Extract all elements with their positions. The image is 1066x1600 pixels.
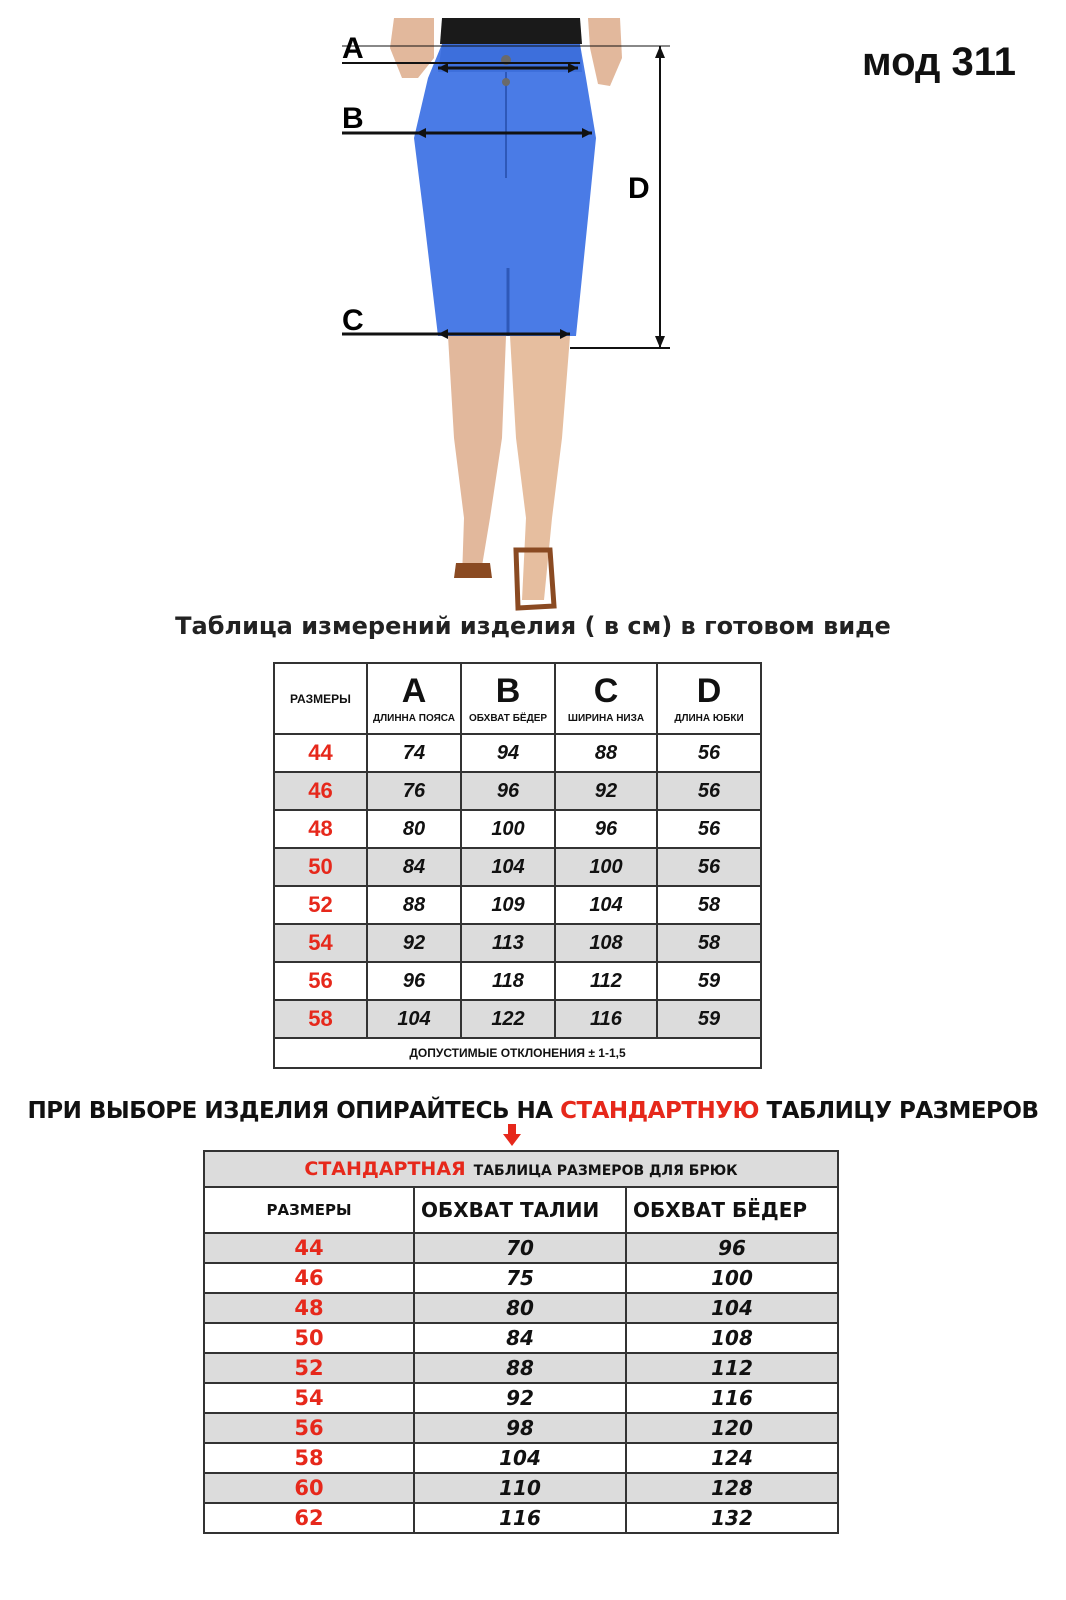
standard-table-title: СТАНДАРТНАЯ ТАБЛИЦА РАЗМЕРОВ ДЛЯ БРЮК (204, 1151, 838, 1187)
hips-cell: 96 (626, 1233, 838, 1263)
size-cell: 52 (204, 1353, 414, 1383)
label-a: A (342, 32, 364, 65)
size-header: РАЗМЕРЫ (204, 1187, 414, 1233)
hips-cell: 116 (626, 1383, 838, 1413)
value-cell: 122 (461, 1000, 555, 1038)
waist-cell: 98 (414, 1413, 626, 1443)
hips-header: ОБХВАТ БЁДЕР (626, 1187, 838, 1233)
waist-cell: 104 (414, 1443, 626, 1473)
waist-header: ОБХВАТ ТАЛИИ (414, 1187, 626, 1233)
value-cell: 56 (657, 772, 761, 810)
value-cell: 56 (657, 810, 761, 848)
value-cell: 94 (461, 734, 555, 772)
hips-cell: 132 (626, 1503, 838, 1533)
size-cell: 58 (204, 1443, 414, 1473)
hips-cell: 112 (626, 1353, 838, 1383)
size-cell: 54 (274, 924, 367, 962)
waist-cell: 70 (414, 1233, 626, 1263)
table-row (204, 1473, 838, 1503)
size-header: РАЗМЕРЫ (274, 663, 367, 734)
size-cell: 60 (204, 1473, 414, 1503)
value-cell: 74 (367, 734, 461, 772)
size-cell: 56 (204, 1413, 414, 1443)
value-cell: 113 (461, 924, 555, 962)
value-cell: 88 (367, 886, 461, 924)
size-cell: 62 (204, 1503, 414, 1533)
hips-cell: 108 (626, 1323, 838, 1353)
right-leg (510, 336, 570, 600)
waist-cell: 116 (414, 1503, 626, 1533)
table-row (274, 962, 761, 1000)
value-cell: 96 (461, 772, 555, 810)
left-sandal (454, 563, 492, 578)
size-cell: 46 (274, 772, 367, 810)
size-cell: 50 (204, 1323, 414, 1353)
waist-cell: 88 (414, 1353, 626, 1383)
table-row (274, 810, 761, 848)
table-row (204, 1293, 838, 1323)
value-cell: 80 (367, 810, 461, 848)
size-cell: 50 (274, 848, 367, 886)
hips-cell: 120 (626, 1413, 838, 1443)
model-label: мод 311 (862, 40, 1017, 84)
value-cell: 104 (461, 848, 555, 886)
right-arm (588, 18, 622, 86)
size-cell: 58 (274, 1000, 367, 1038)
tolerance-note: ДОПУСТИМЫЕ ОТКЛОНЕНИЯ ± 1-1,5 (274, 1038, 761, 1068)
table-row (204, 1233, 838, 1263)
standard-header-row (204, 1187, 838, 1233)
table-row (204, 1413, 838, 1443)
waist-cell: 75 (414, 1263, 626, 1293)
value-cell: 58 (657, 886, 761, 924)
size-cell: 44 (274, 734, 367, 772)
value-cell: 59 (657, 1000, 761, 1038)
hips-cell: 100 (626, 1263, 838, 1293)
left-arm (390, 18, 434, 78)
column-header-d: D ДЛИНА ЮБКИ (657, 663, 761, 734)
table-row (204, 1383, 838, 1413)
value-cell: 92 (555, 772, 657, 810)
size-cell: 46 (204, 1263, 414, 1293)
left-leg (448, 336, 506, 578)
value-cell: 92 (367, 924, 461, 962)
label-d: D (628, 172, 650, 205)
arrow-down-icon (503, 1124, 521, 1146)
waist-cell: 80 (414, 1293, 626, 1323)
table-row (204, 1443, 838, 1473)
size-cell: 54 (204, 1383, 414, 1413)
table-row (204, 1503, 838, 1533)
value-cell: 100 (461, 810, 555, 848)
value-cell: 116 (555, 1000, 657, 1038)
value-cell: 108 (555, 924, 657, 962)
skirt-measurement-diagram (330, 18, 700, 618)
table-row (204, 1263, 838, 1293)
value-cell: 109 (461, 886, 555, 924)
heading-highlight: СТАНДАРТНУЮ (560, 1098, 759, 1124)
measure-table-title: Таблица измерений изделия ( в см) в готовом виде (175, 612, 891, 640)
label-c: C (342, 304, 364, 337)
table-row (274, 772, 761, 810)
hips-cell: 104 (626, 1293, 838, 1323)
value-cell: 56 (657, 848, 761, 886)
standard-table-title-row (204, 1151, 838, 1187)
value-cell: 59 (657, 962, 761, 1000)
waist-cell: 110 (414, 1473, 626, 1503)
value-cell: 100 (555, 848, 657, 886)
table-row (204, 1323, 838, 1353)
value-cell: 112 (555, 962, 657, 1000)
size-cell: 44 (204, 1233, 414, 1263)
value-cell: 76 (367, 772, 461, 810)
column-header-b: B ОБХВАТ БЁДЕР (461, 663, 555, 734)
waist-cell: 92 (414, 1383, 626, 1413)
value-cell: 104 (367, 1000, 461, 1038)
measurement-table (273, 662, 762, 1069)
value-cell: 84 (367, 848, 461, 886)
standard-size-table (203, 1150, 839, 1534)
hips-cell: 128 (626, 1473, 838, 1503)
table-row (274, 1000, 761, 1038)
value-cell: 96 (367, 962, 461, 1000)
waist-cell: 84 (414, 1323, 626, 1353)
hips-cell: 124 (626, 1443, 838, 1473)
value-cell: 118 (461, 962, 555, 1000)
size-cell: 56 (274, 962, 367, 1000)
tolerance-note-row (274, 1038, 761, 1068)
label-b: B (342, 102, 364, 135)
table-row (274, 924, 761, 962)
column-header-a: A ДЛИННА ПОЯСА (367, 663, 461, 734)
measure-header-row (274, 663, 761, 734)
value-cell: 58 (657, 924, 761, 962)
value-cell: 96 (555, 810, 657, 848)
value-cell: 56 (657, 734, 761, 772)
value-cell: 104 (555, 886, 657, 924)
top-garment (440, 18, 582, 44)
size-cell: 52 (274, 886, 367, 924)
standard-table-heading: ПРИ ВЫБОРЕ ИЗДЕЛИЯ ОПИРАЙТЕСЬ НА СТАНДАРТНУЮ ТАБЛИЦУ РАЗМЕРОВ (27, 1098, 1039, 1124)
size-cell: 48 (204, 1293, 414, 1323)
size-cell: 48 (274, 810, 367, 848)
table-row (274, 734, 761, 772)
table-row (274, 886, 761, 924)
value-cell: 88 (555, 734, 657, 772)
column-header-c: C ШИРИНА НИЗА (555, 663, 657, 734)
table-row (274, 848, 761, 886)
table-row (204, 1353, 838, 1383)
